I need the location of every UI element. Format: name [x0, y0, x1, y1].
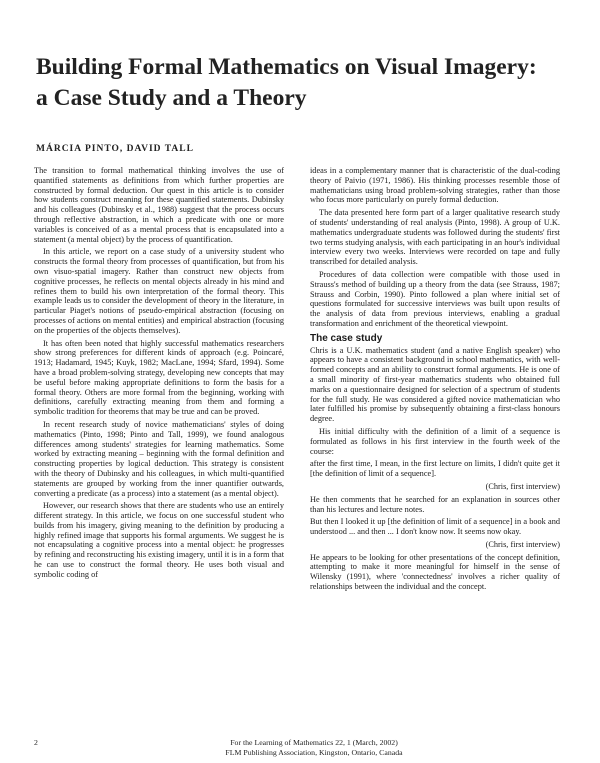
left-column: [34, 166, 284, 583]
paragraph: ideas in a complementary manner that is characteristic of the dual-coding theory of Paivio (1971, 1986). His thinking processes resemble those of mathematicians using broad problem-solving strategies, rather than those who focus more particularly on purely formal deduction.: [310, 166, 560, 205]
right-column: [310, 166, 560, 595]
quote-citation: (Chris, first interview): [485, 539, 560, 549]
paragraph: Chris is a U.K. mathematics student (and a native English speaker) who appears to have a consistent background in school mathematics, with well-formed concepts and an ability to construct formal arguments. He is one of a small minority of first-year mathematics students who obtained full marks on a questionnaire designed for selection of a spectrum of students for the full study. He was considered a gifted novice mathematician who later fulfilled his promise by subsequently obtaining a first-class honours degree.: [310, 345, 560, 424]
paragraph: He appears to be looking for other presentations of the concept definition, attempting to make it more meaningful for himself in the sense of Wilensky (1991), where 'connectedness' involves a richer quality of relationships between the individual and the concept.: [310, 552, 560, 592]
title-line-1: Building Formal Mathematics on Visual Imagery:: [36, 54, 537, 80]
paragraph: However, our research shows that there are students who use an entirely different strategy. In this article, we focus on one successful student who builds from his imagery, giving meaning to the definition by producing a highly refined image that supports his formal arguments. We suggest he is not encapsulating a cognitive process into a mental object: he progresses by refining and reconstructing his existing imagery, until it is in a form that he can use to construct the formal theory. He uses both visual and symbolic coding of: [34, 501, 284, 579]
paragraph: The data presented here form part of a larger qualitative research study of students' understanding of real analysis (Pinto, 1998). A group of U.K. mathematics undergraduate students was followed during the students' first two terms studying analysis, with each participating in an hour's individual interview every two weeks. Interviews were recorded on tape and fully transcribed for detailed analysis.: [310, 208, 560, 267]
quote-citation: (Chris, first interview): [485, 481, 560, 491]
paragraph: It has often been noted that highly successful mathematics researchers show strong preferences for different kinds of approach (e.g. Poincaré, 1913; Hadamard, 1945; Kuyk, 1982; MacLane, 1994; Sfard, 1994). Some have a broad problem-solving strategy, developing new concepts that may be useful before making appropriate definitions to form the basis for a formal theory. Others are more formal from the beginning, working with definitions, carefully extracting meaning from them and forming a symbolic tradition for theorems that may be true and can be proved.: [34, 338, 284, 417]
authors: MÁRCIA PINTO, DAVID TALL: [36, 144, 194, 154]
journal-line-2: FLM Publishing Association, Kingston, Ontario, Canada: [225, 748, 403, 757]
block-quote: But then I looked it up [the definition of limit of a sequence] in a book and understood ... and then ... I don't know now. It seems now okay.: [310, 517, 560, 537]
journal-line-1: For the Learning of Mathematics 22, 1 (March, 2002): [230, 738, 398, 747]
paragraph: He then comments that he searched for an explanation in sources other than his lectures and lecture notes.: [310, 494, 560, 514]
title-line-2: a Case Study and a Theory: [36, 85, 307, 111]
paper-title: [36, 52, 566, 114]
paragraph: In this article, we report on a case study of a university student who constructs the formal theory from processes of quantification, but from his own visuo-spatial imagery. Rather than construct new objects from cognitive processes, he reflects on mental objects already in his mind and refines them to build his own interpretation of the formal theory. This example leads us to consider the development of theory in the literature, in particular Piaget's notions of pseudo-empirical abstraction (focusing on processes of actions on mental entities) and empirical abstraction (focusing on the properties of the objects themselves).: [34, 247, 284, 335]
paragraph: Procedures of data collection were compatible with those used in Strauss's method of building up a theory from the data (see Strauss, 1987; Strauss and Corbin, 1990). Pinto followed a plan where initial set of questions formulated for successive interviews was built upon results of the analysis of data from previous interviews, enabling a gradual transformation and enrichment of the theoretical viewpoint.: [310, 269, 560, 328]
section-heading: The case study: [310, 332, 383, 344]
paragraph: In recent research study of novice mathematicians' styles of doing mathematics (Pinto, 1998; Pinto and Tall, 1999), we found analogous differences among students' strategies for learning mathematics. Some worked by extracting meaning – beginning with the formal definition and constructing properties by logical deduction. This strategy is consistent with the theory of Dubinsky and his colleagues, in which multi-quantified statements are grouped by working from the inner quantifier outwards, converting a predicate (as a process) into a statement (as a mental object).: [34, 419, 284, 498]
journal-info: [164, 738, 464, 758]
block-quote: after the first time, I mean, in the first lecture on limits, I didn't quite get it [the definition of limit of a sequence].: [310, 459, 560, 479]
page-number: 2: [34, 738, 38, 747]
paragraph: The transition to formal mathematical thinking involves the use of quantified statements as definitions from which further properties are constructed by formal deduction. Our quest in this article is to consider how students construct meaning for these quantified statements. Dubinsky and his colleagues (Dubinsky et al., 1988) suggest that the process occurs through reflective abstraction, in which a predicate with one or more variables is conceived of as a mental process that is encapsulated into a statement (a mental object) by the process of quantification.: [34, 166, 284, 244]
paragraph: His initial difficulty with the definition of a limit of a sequence is formulated as follows in his first interview in the fourth week of the course:: [310, 426, 560, 456]
